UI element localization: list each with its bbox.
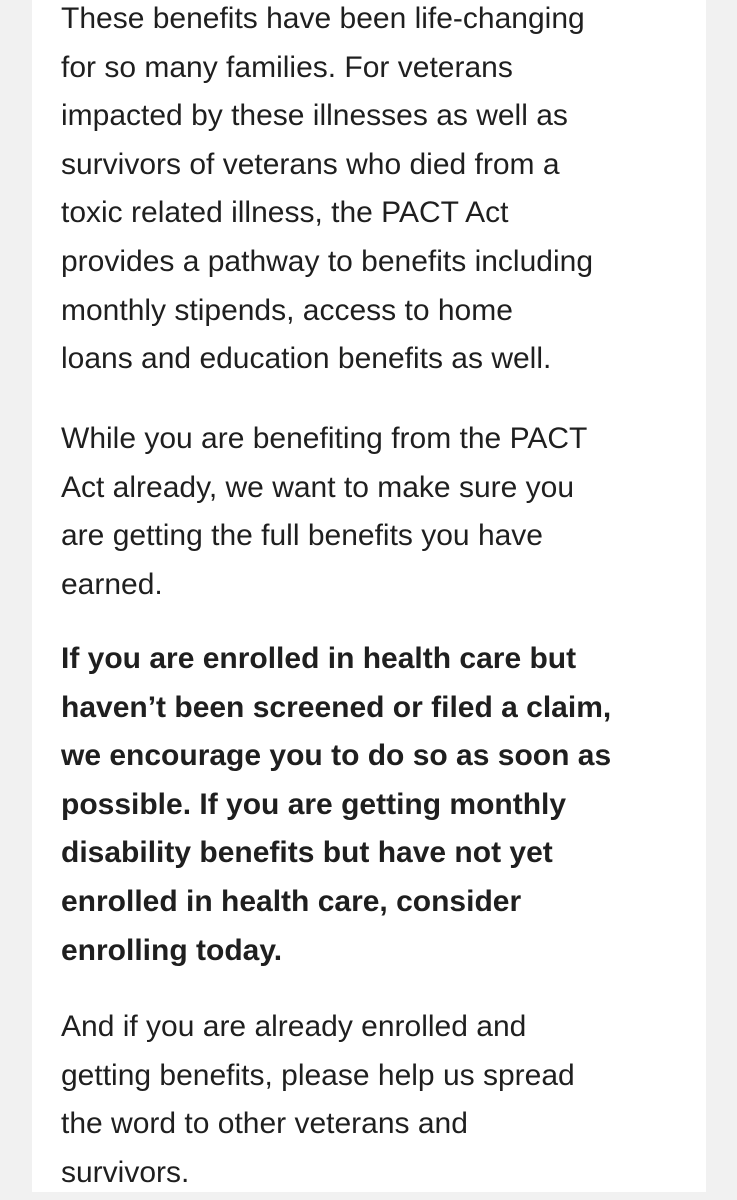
text-line: survivors of veterans who died from a [61, 147, 560, 181]
text-line: are getting the full benefits you have [61, 519, 543, 553]
text-line: These benefits have been life-changing [61, 2, 585, 35]
text-line: the word to other veterans and [61, 1107, 468, 1141]
text-line: disability benefits but have not yet [61, 836, 553, 870]
text-line: possible. If you are getting monthly [61, 787, 567, 821]
text-line: survivors. [61, 1155, 190, 1189]
paragraph-spread-the-word [61, 1003, 575, 1192]
text-line: enrolling today. [61, 933, 283, 967]
paragraph-benefits-life-changing [61, 0, 593, 384]
text-line: enrolled in health care, consider [61, 884, 522, 918]
text-line: toxic related illness, the PACT Act [61, 196, 509, 230]
text-line: While you are benefiting from the PACT [61, 422, 588, 455]
text-line: impacted by these illnesses as well as [61, 99, 568, 133]
text-line: monthly stipends, access to home [61, 293, 513, 327]
text-line: And if you are already enrolled and [61, 1010, 527, 1043]
text-line: getting benefits, please help us spread [61, 1058, 575, 1092]
text-line: for so many families. For veterans [61, 50, 513, 84]
paragraph-enroll-encouragement-bold [61, 635, 611, 975]
text-line: loans and education benefits as well. [61, 342, 552, 376]
text-line: earned. [61, 567, 163, 601]
text-line: provides a pathway to benefits including [61, 244, 594, 278]
email-message-body [32, 0, 706, 1192]
text-line: If you are enrolled in health care but [61, 642, 577, 675]
text-line: Act already, we want to make sure you [61, 470, 575, 504]
text-line: haven’t been screened or filed a claim, [61, 690, 612, 724]
text-line: we encourage you to do so as soon as [61, 739, 612, 773]
paragraph-full-benefits [61, 415, 587, 609]
